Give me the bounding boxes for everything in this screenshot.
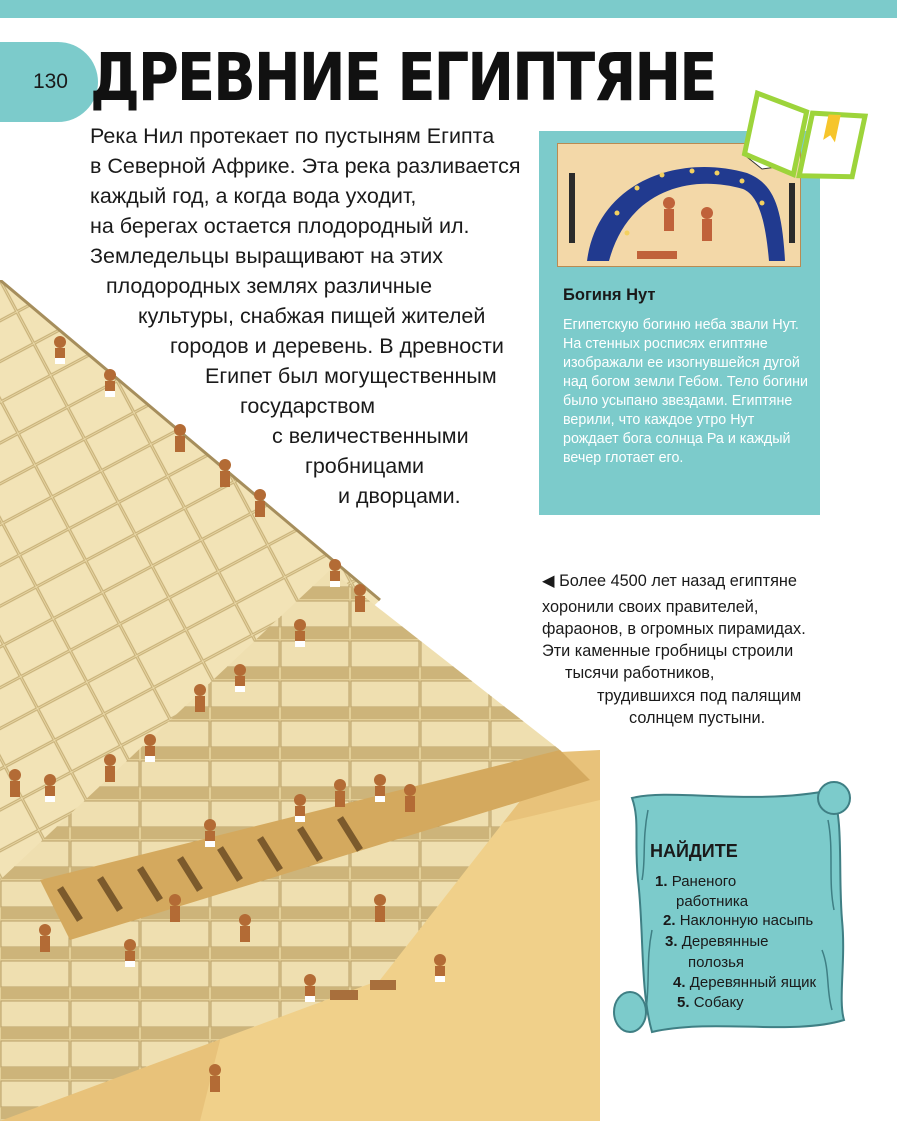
intro-line: городов и деревень. В древности <box>170 334 504 358</box>
caption-line: солнцем пустыни. <box>629 709 766 727</box>
intro-line: на берегах остается плодородный ил. <box>90 214 470 238</box>
find-item-label: Раненого <box>671 873 737 890</box>
find-item-label-cont: полозья <box>688 954 745 971</box>
find-item-number: 1. <box>655 873 668 890</box>
intro-line: Земледельцы выращивают на этих <box>90 244 444 268</box>
page-title: ДРЕВНИЕ ЕГИПТЯНЕ <box>90 40 716 117</box>
find-title: НАЙДИТЕ <box>650 841 738 861</box>
caption-line: Эти каменные гробницы строили <box>542 642 794 660</box>
intro-line: и дворцами. <box>338 484 461 508</box>
find-item-number: 3. <box>665 933 678 950</box>
nut-box-text: Египетскую богиню неба звали Нут. На стенных росписях египтяне изображали ее изогнувшейся дугой над богом земли Гебом. Тело богини было усыпано звездами. Египтяне верили, что каждое утро Нут рождает бога солнца Ра и каждый вечер глотает его. <box>563 317 808 466</box>
caption-line: тысячи работников, <box>565 664 715 682</box>
page-number: 130 <box>32 70 68 93</box>
caption-line: фараонов, в огромных пирамидах. <box>542 620 806 638</box>
find-item-number: 2. <box>663 912 676 929</box>
intro-line: гробницами <box>305 454 425 478</box>
pyramid-construction-illustration <box>0 280 600 1121</box>
goddess-nut-box <box>539 131 820 515</box>
caption-line: трудившихся под палящим <box>597 687 802 705</box>
page-number-tab <box>0 42 98 122</box>
find-item-label: Наклонную насыпь <box>679 912 814 929</box>
find-item-label-cont: работника <box>676 893 749 910</box>
intro-line: культуры, снабжая пищей жителей <box>138 304 486 328</box>
intro-line: в Северной Африке. Эта река разливается <box>90 154 521 178</box>
find-item <box>677 993 744 1013</box>
find-item-number: 4. <box>673 974 686 991</box>
find-item-number: 5. <box>677 994 690 1011</box>
find-item-label: Деревянные <box>681 933 769 950</box>
find-item <box>665 932 769 952</box>
find-item-label: Деревянный ящик <box>689 974 817 991</box>
intro-line: государством <box>240 394 376 418</box>
find-item <box>673 973 816 993</box>
open-book-icon <box>740 84 870 184</box>
left-arrow-icon: ◀ <box>542 572 555 590</box>
caption-line: хоронили своих правителей, <box>542 598 759 616</box>
intro-line: Река Нил протекает по пустыням Египта <box>90 124 495 148</box>
intro-line: с величественными <box>272 424 469 448</box>
intro-line: плодородных землях различные <box>106 274 433 298</box>
find-item <box>663 911 813 931</box>
top-color-bar <box>0 0 897 18</box>
nut-box-title: Богиня Нут <box>563 286 656 304</box>
intro-line: каждый год, а когда вода уходит, <box>90 184 417 208</box>
find-item-label: Собаку <box>693 994 744 1011</box>
find-item <box>655 872 736 892</box>
caption-line: Более 4500 лет назад египтяне <box>559 572 797 590</box>
intro-line: Египет был могущественным <box>205 364 497 388</box>
